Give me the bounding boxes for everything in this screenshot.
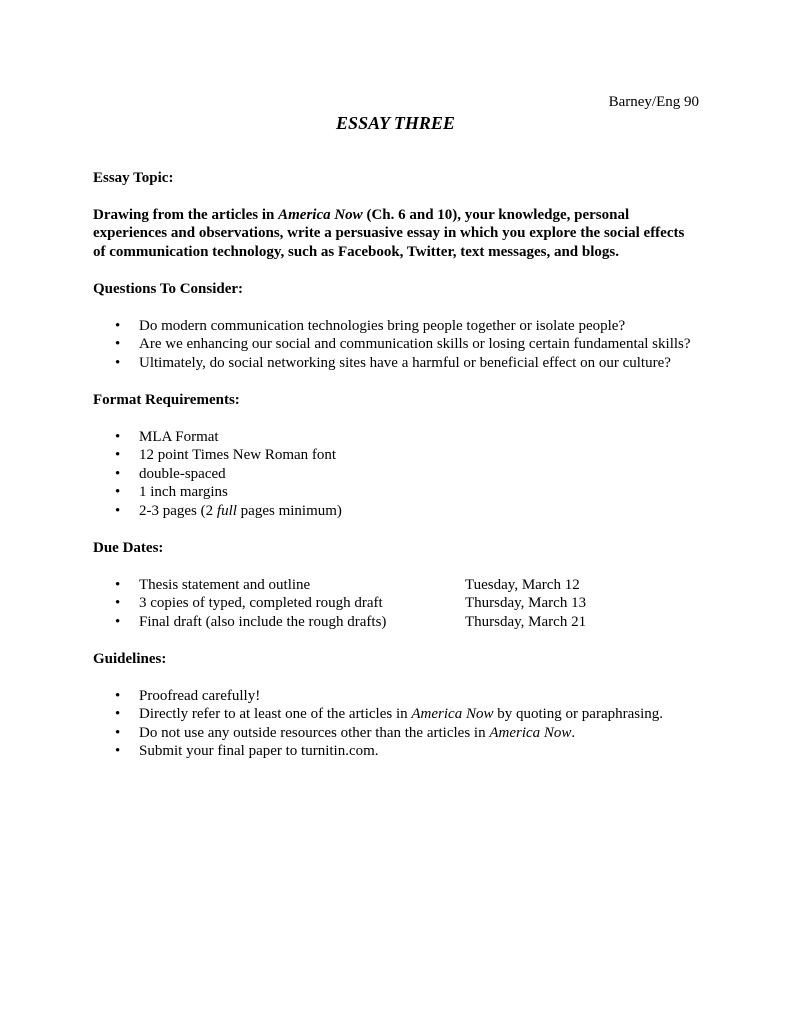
bullet-icon: • xyxy=(115,336,121,352)
guideline-book-title: America Now xyxy=(411,706,494,722)
list-item xyxy=(93,742,703,761)
bullet-icon: • xyxy=(115,502,121,519)
list-item xyxy=(93,724,703,743)
essay-topic-text xyxy=(93,206,693,262)
due-date: Tuesday, March 12 xyxy=(465,576,580,593)
bullet-icon: • xyxy=(115,428,121,445)
question-text: Do modern communication technologies bring people together or isolate people? xyxy=(139,317,626,334)
guideline-text-after: . xyxy=(571,724,576,741)
guidelines-heading: Guidelines: xyxy=(93,651,167,667)
guidelines-list xyxy=(93,687,703,761)
list-item xyxy=(93,687,703,706)
guideline-text: Proofread carefully! xyxy=(139,687,261,704)
format-text-emphasis: full xyxy=(216,502,237,519)
questions-list xyxy=(93,317,703,373)
question-text: Are we enhancing our social and communication skills or losing certain fundamental skills? xyxy=(139,336,691,352)
format-text xyxy=(139,502,699,521)
list-item xyxy=(93,354,703,373)
due-dates-list xyxy=(93,576,703,632)
format-heading: Format Requirements: xyxy=(93,392,240,408)
question-text: Ultimately, do social networking sites have a harmful or beneficial effect on our culture? xyxy=(139,354,671,371)
bullet-icon: • xyxy=(115,576,121,593)
page-title: ESSAY THREE xyxy=(336,113,455,133)
list-item xyxy=(93,335,703,354)
bullet-icon: • xyxy=(115,687,121,704)
list-item xyxy=(93,594,703,613)
format-list xyxy=(93,428,703,521)
guideline-book-title: America Now xyxy=(489,724,572,741)
guideline-text-before: Do not use any outside resources other than the articles in xyxy=(139,724,490,741)
guideline-text-before: Directly refer to at least one of the articles in xyxy=(139,706,412,722)
document-body xyxy=(93,169,703,761)
due-task: Final draft (also include the rough drafts) xyxy=(139,613,387,630)
format-text-before: 2-3 pages (2 xyxy=(139,502,217,519)
guideline-text-after: by quoting or paraphrasing. xyxy=(493,706,664,722)
guidelines-section xyxy=(93,650,703,761)
bullet-icon: • xyxy=(115,613,121,630)
guideline-text: Submit your final paper to turnitin.com. xyxy=(139,743,379,759)
format-section xyxy=(93,391,703,520)
topic-text-after: (Ch. 6 and 10), your knowledge, personal experiences and observations, write a persuasive essay in which you explore the social effects of communication technology, such as Facebook, Twitter, text messages, and blogs. xyxy=(93,206,685,260)
list-item xyxy=(93,502,703,521)
list-item xyxy=(93,705,703,724)
bullet-icon: • xyxy=(115,354,121,371)
format-text: MLA Format xyxy=(139,428,219,445)
due-date: Thursday, March 21 xyxy=(465,613,587,630)
bullet-icon: • xyxy=(115,743,121,759)
list-item xyxy=(93,428,703,447)
essay-topic-heading: Essay Topic: xyxy=(93,170,174,186)
due-date: Thursday, March 13 xyxy=(465,595,587,611)
bullet-icon: • xyxy=(115,317,121,334)
topic-book-title: America Now xyxy=(278,206,363,223)
format-text: 12 point Times New Roman font xyxy=(139,447,337,463)
questions-heading: Questions To Consider: xyxy=(93,281,244,297)
list-item xyxy=(93,483,703,502)
guideline-text xyxy=(139,705,699,724)
list-item xyxy=(93,446,703,465)
list-item xyxy=(93,576,703,595)
due-task: 3 copies of typed, completed rough draft xyxy=(139,595,383,611)
topic-text-before: Drawing from the articles in xyxy=(93,206,279,223)
bullet-icon: • xyxy=(115,595,121,611)
format-text: 1 inch margins xyxy=(139,484,228,500)
bullet-icon: • xyxy=(115,724,121,741)
bullet-icon: • xyxy=(115,465,121,482)
format-text-after: pages minimum) xyxy=(236,502,342,519)
list-item xyxy=(93,465,703,484)
list-item xyxy=(93,613,703,632)
course-label: Barney/Eng 90 xyxy=(608,94,699,110)
questions-section xyxy=(93,280,703,372)
due-dates-section xyxy=(93,539,703,631)
format-text: double-spaced xyxy=(139,465,226,482)
bullet-icon: • xyxy=(115,484,121,500)
bullet-icon: • xyxy=(115,447,121,463)
bullet-icon: • xyxy=(115,706,121,722)
guideline-text xyxy=(139,724,699,743)
list-item xyxy=(93,317,703,336)
due-dates-heading: Due Dates: xyxy=(93,540,164,556)
due-task: Thesis statement and outline xyxy=(139,576,311,593)
